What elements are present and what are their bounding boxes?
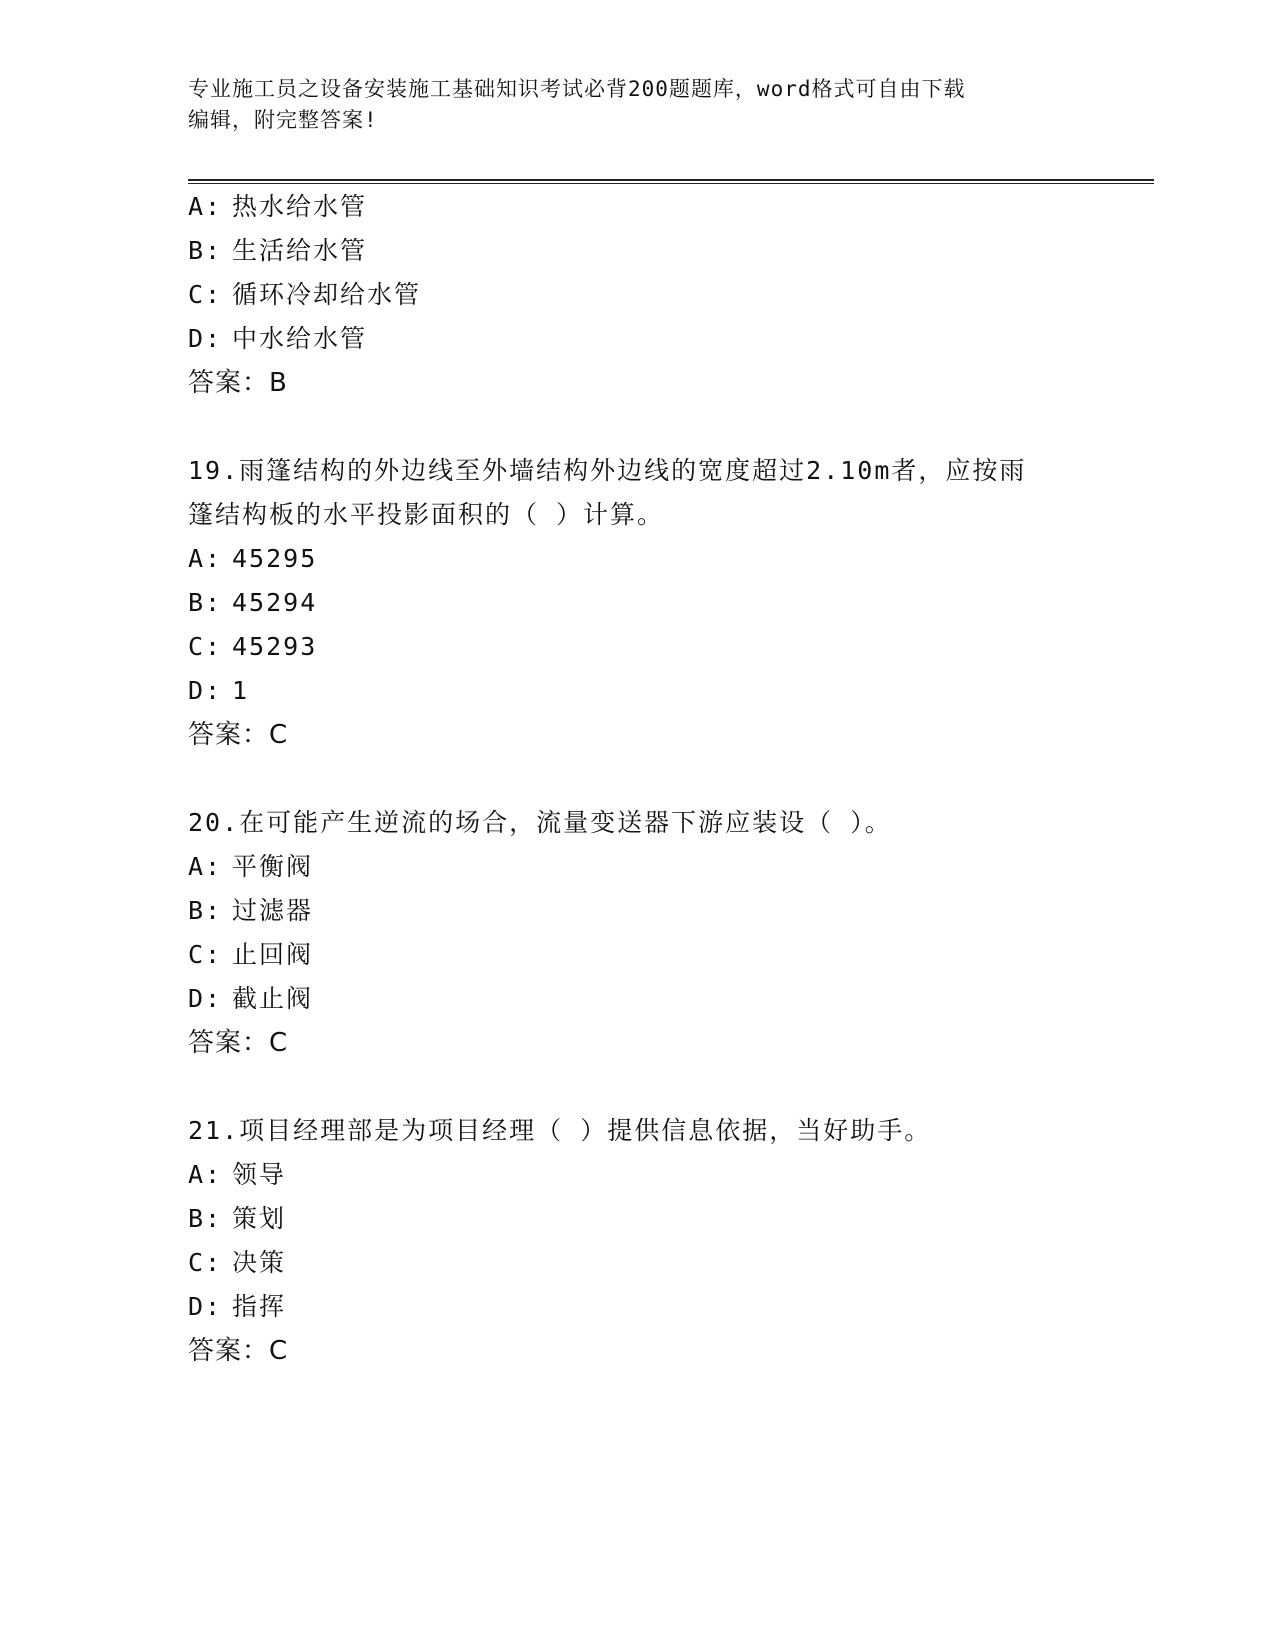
- question-21-option-d: [188, 1292, 286, 1322]
- option-label: D:: [188, 324, 223, 353]
- question-20-option-b: [188, 896, 313, 926]
- prev-option-b: [188, 236, 367, 266]
- option-text: 指挥: [232, 1292, 287, 1321]
- option-label: B:: [188, 588, 223, 617]
- option-text: 生活给水管: [232, 236, 368, 265]
- option-text: 过滤器: [232, 896, 314, 925]
- option-label: A:: [188, 1160, 223, 1189]
- question-20-option-c: [188, 940, 313, 970]
- option-label: C:: [188, 940, 223, 969]
- document-header: [188, 74, 1068, 136]
- prev-answer: 答案：B: [188, 368, 288, 398]
- prev-option-d: [188, 324, 367, 354]
- option-text: 策划: [232, 1204, 287, 1233]
- option-label: D:: [188, 1292, 223, 1321]
- option-text: 45293: [232, 632, 318, 661]
- option-text: 截止阀: [232, 984, 314, 1013]
- question-21-line-1: 21.项目经理部是为项目经理（ ）提供信息依据，当好助手。: [188, 1116, 932, 1145]
- option-label: D:: [188, 676, 223, 705]
- question-21-option-a: [188, 1160, 286, 1190]
- option-text: 中水给水管: [232, 324, 368, 353]
- prev-option-a: [188, 192, 367, 222]
- option-label: A:: [188, 192, 223, 221]
- question-21-option-b: [188, 1204, 286, 1234]
- question-19-line-1: 19.雨篷结构的外边线至外墙结构外边线的宽度超过2.10m者，应按雨: [188, 456, 1027, 485]
- header-divider-thick: [188, 179, 1154, 181]
- option-label: A:: [188, 544, 223, 573]
- option-label: C:: [188, 1248, 223, 1277]
- option-label: A:: [188, 852, 223, 881]
- option-label: D:: [188, 984, 223, 1013]
- question-19-line-2: 篷结构板的水平投影面积的（ ）计算。: [188, 500, 665, 529]
- option-text: 止回阀: [232, 940, 314, 969]
- question-19-answer: 答案：C: [188, 720, 289, 750]
- question-19-option-d: [188, 676, 249, 706]
- option-text: 45295: [232, 544, 318, 573]
- prev-option-c: [188, 280, 421, 310]
- question-21-option-c: [188, 1248, 286, 1278]
- option-text: 45294: [232, 588, 318, 617]
- option-label: B:: [188, 896, 223, 925]
- header-divider-thin: [188, 183, 1154, 184]
- question-19-option-a: [188, 544, 317, 574]
- option-label: B:: [188, 1204, 223, 1233]
- header-line-1: 专业施工员之设备安装施工基础知识考试必背200题题库，word格式可自由下载: [188, 77, 966, 101]
- option-label: C:: [188, 632, 223, 661]
- option-label: B:: [188, 236, 223, 265]
- header-line-2: 编辑，附完整答案!: [188, 108, 378, 132]
- question-20-answer: 答案：C: [188, 1028, 289, 1058]
- option-text: 决策: [232, 1248, 287, 1277]
- option-text: 1: [232, 676, 250, 705]
- question-19-option-c: [188, 632, 317, 662]
- option-text: 循环冷却给水管: [232, 280, 422, 309]
- question-19-option-b: [188, 588, 317, 618]
- question-20-option-a: [188, 852, 313, 882]
- option-text: 热水给水管: [232, 192, 368, 221]
- option-text: 平衡阀: [232, 852, 314, 881]
- option-label: C:: [188, 280, 223, 309]
- option-text: 领导: [232, 1160, 287, 1189]
- question-20-line-1: 20.在可能产生逆流的场合，流量变送器下游应装设（ ）。: [188, 808, 892, 837]
- question-20-option-d: [188, 984, 313, 1014]
- question-21-answer: 答案：C: [188, 1336, 289, 1366]
